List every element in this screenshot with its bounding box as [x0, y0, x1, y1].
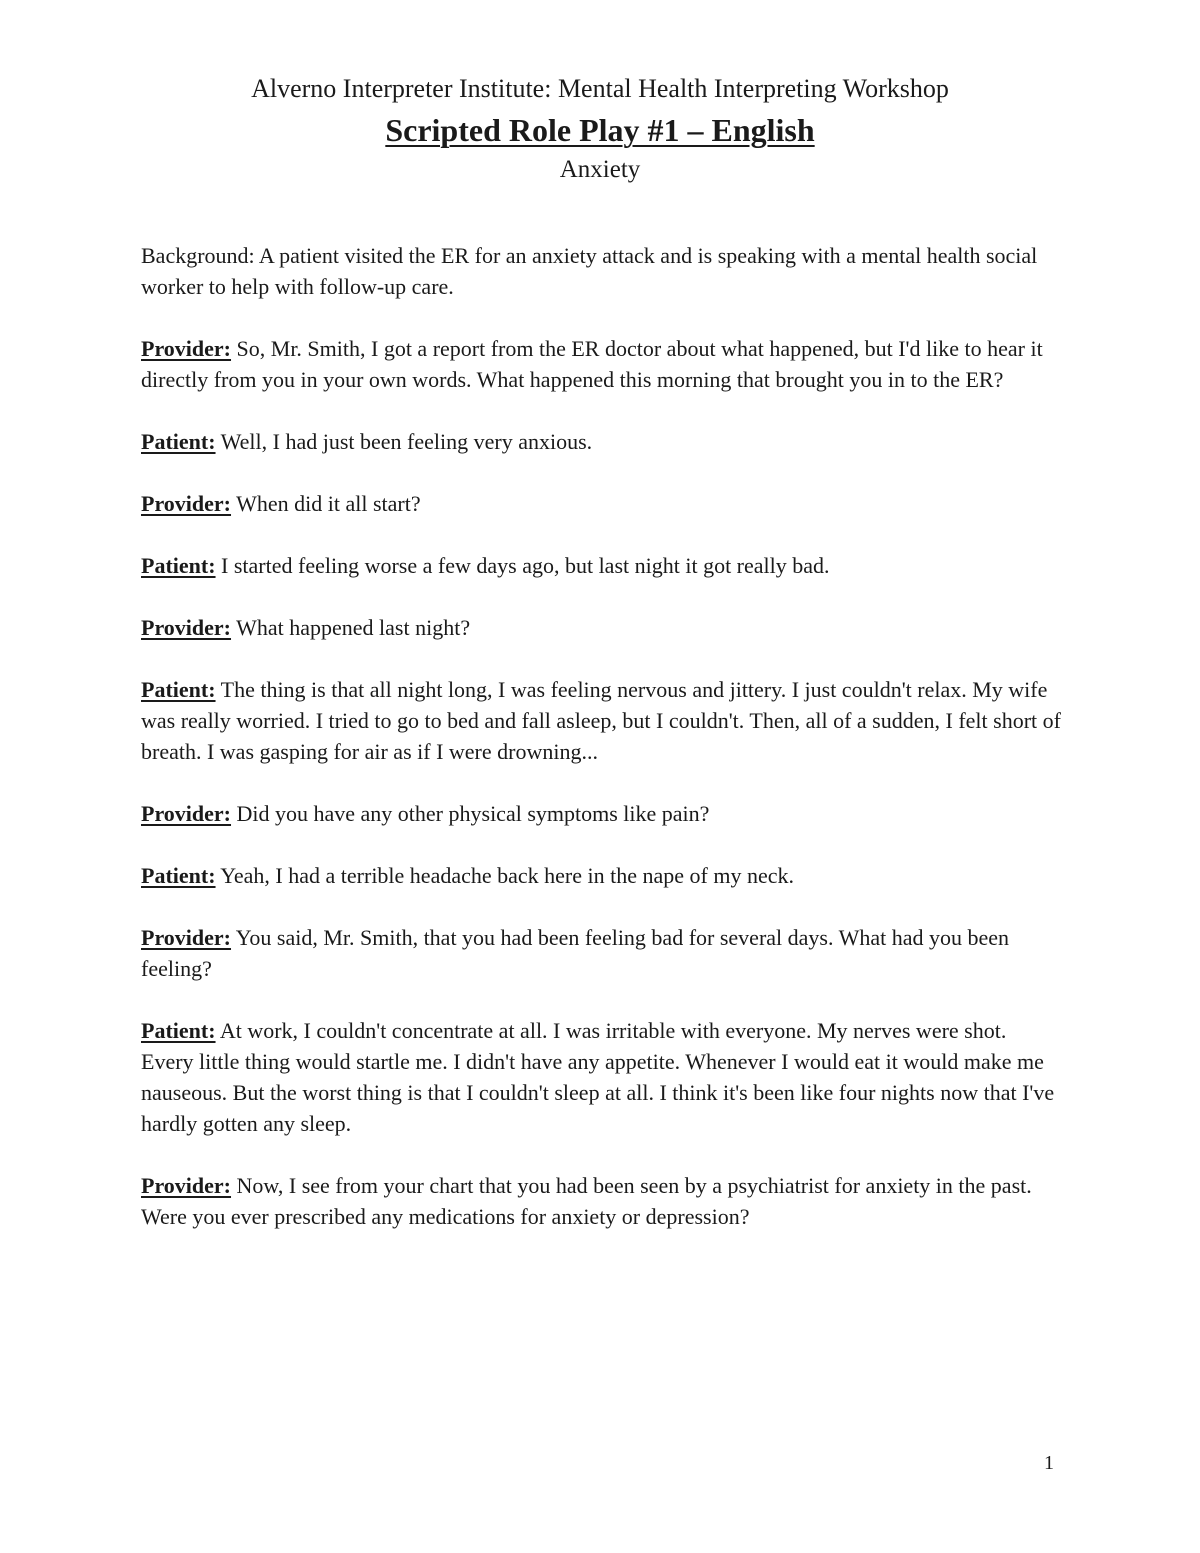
- page-number: 1: [1044, 1452, 1054, 1474]
- dialogue-line: [141, 798, 1061, 829]
- dialogue-text: At work, I couldn't concentrate at all. I was irritable with everyone. My nerves were shot. Every little thing would startle me. I didn't have any appetite. Whenever I would eat it would make me nauseous. But the worst thing is that I couldn't sleep at all. I think it's been like four nights now that I've hardly gotten any sleep.: [141, 1018, 1055, 1136]
- dialogue-line: [141, 488, 1061, 519]
- dialogue-line: [141, 612, 1061, 643]
- dialogue-text: Yeah, I had a terrible headache back here in the nape of my neck.: [215, 863, 794, 888]
- speaker-label: Provider:: [141, 491, 232, 516]
- speaker-label: Patient:: [141, 677, 216, 702]
- dialogue-line: [141, 1170, 1061, 1232]
- dialogue-line: [141, 426, 1061, 457]
- speaker-label: Provider:: [141, 801, 232, 826]
- dialogue-line: [141, 922, 1061, 984]
- topic-subtitle: Anxiety: [559, 156, 641, 183]
- dialogue-line: [141, 674, 1061, 767]
- dialogue-text: What happened last night?: [231, 615, 471, 640]
- speaker-label: Patient:: [141, 429, 216, 454]
- dialogue-line: [141, 333, 1061, 395]
- institute-title: Alverno Interpreter Institute: Mental Health Interpreting Workshop: [251, 74, 949, 103]
- speaker-label: Patient:: [141, 553, 216, 578]
- dialogue-text: I started feeling worse a few days ago, but last night it got really bad.: [215, 553, 830, 578]
- page-title: Scripted Role Play #1 – English: [385, 112, 815, 148]
- dialogue-line: [141, 1015, 1061, 1139]
- speaker-label: Provider:: [141, 615, 232, 640]
- dialogue-text: You said, Mr. Smith, that you had been feeling bad for several days. What had you been feeling?: [141, 925, 1010, 981]
- speaker-label: Patient:: [141, 1018, 216, 1043]
- document-header: [0, 70, 1200, 188]
- dialogue-line: [141, 860, 1061, 891]
- speaker-label: Provider:: [141, 925, 232, 950]
- dialogue-text: When did it all start?: [231, 491, 421, 516]
- dialogue-text: Now, I see from your chart that you had been seen by a psychiatrist for anxiety in the past. Were you ever prescribed any medications for anxiety or depression?: [141, 1173, 1032, 1229]
- dialogue-text: The thing is that all night long, I was feeling nervous and jittery. I just couldn't relax. My wife was really worried. I tried to go to bed and fall asleep, but I couldn't. Then, all of a sudden, I felt short of breath. I was gasping for air as if I were drowning...: [141, 677, 1061, 764]
- dialogue-line: [141, 550, 1061, 581]
- speaker-label: Provider:: [141, 336, 232, 361]
- script-content: [141, 240, 1061, 1263]
- speaker-label: Patient:: [141, 863, 216, 888]
- speaker-label: Provider:: [141, 1173, 232, 1198]
- background-paragraph: Background: A patient visited the ER for an anxiety attack and is speaking with a mental health social worker to help with follow-up care.: [141, 243, 1038, 299]
- dialogue-text: Well, I had just been feeling very anxious.: [215, 429, 593, 454]
- dialogue-text: Did you have any other physical symptoms like pain?: [231, 801, 710, 826]
- dialogue-text: So, Mr. Smith, I got a report from the ER doctor about what happened, but I'd like to hear it directly from you in your own words. What happened this morning that brought you in to the ER?: [141, 336, 1043, 392]
